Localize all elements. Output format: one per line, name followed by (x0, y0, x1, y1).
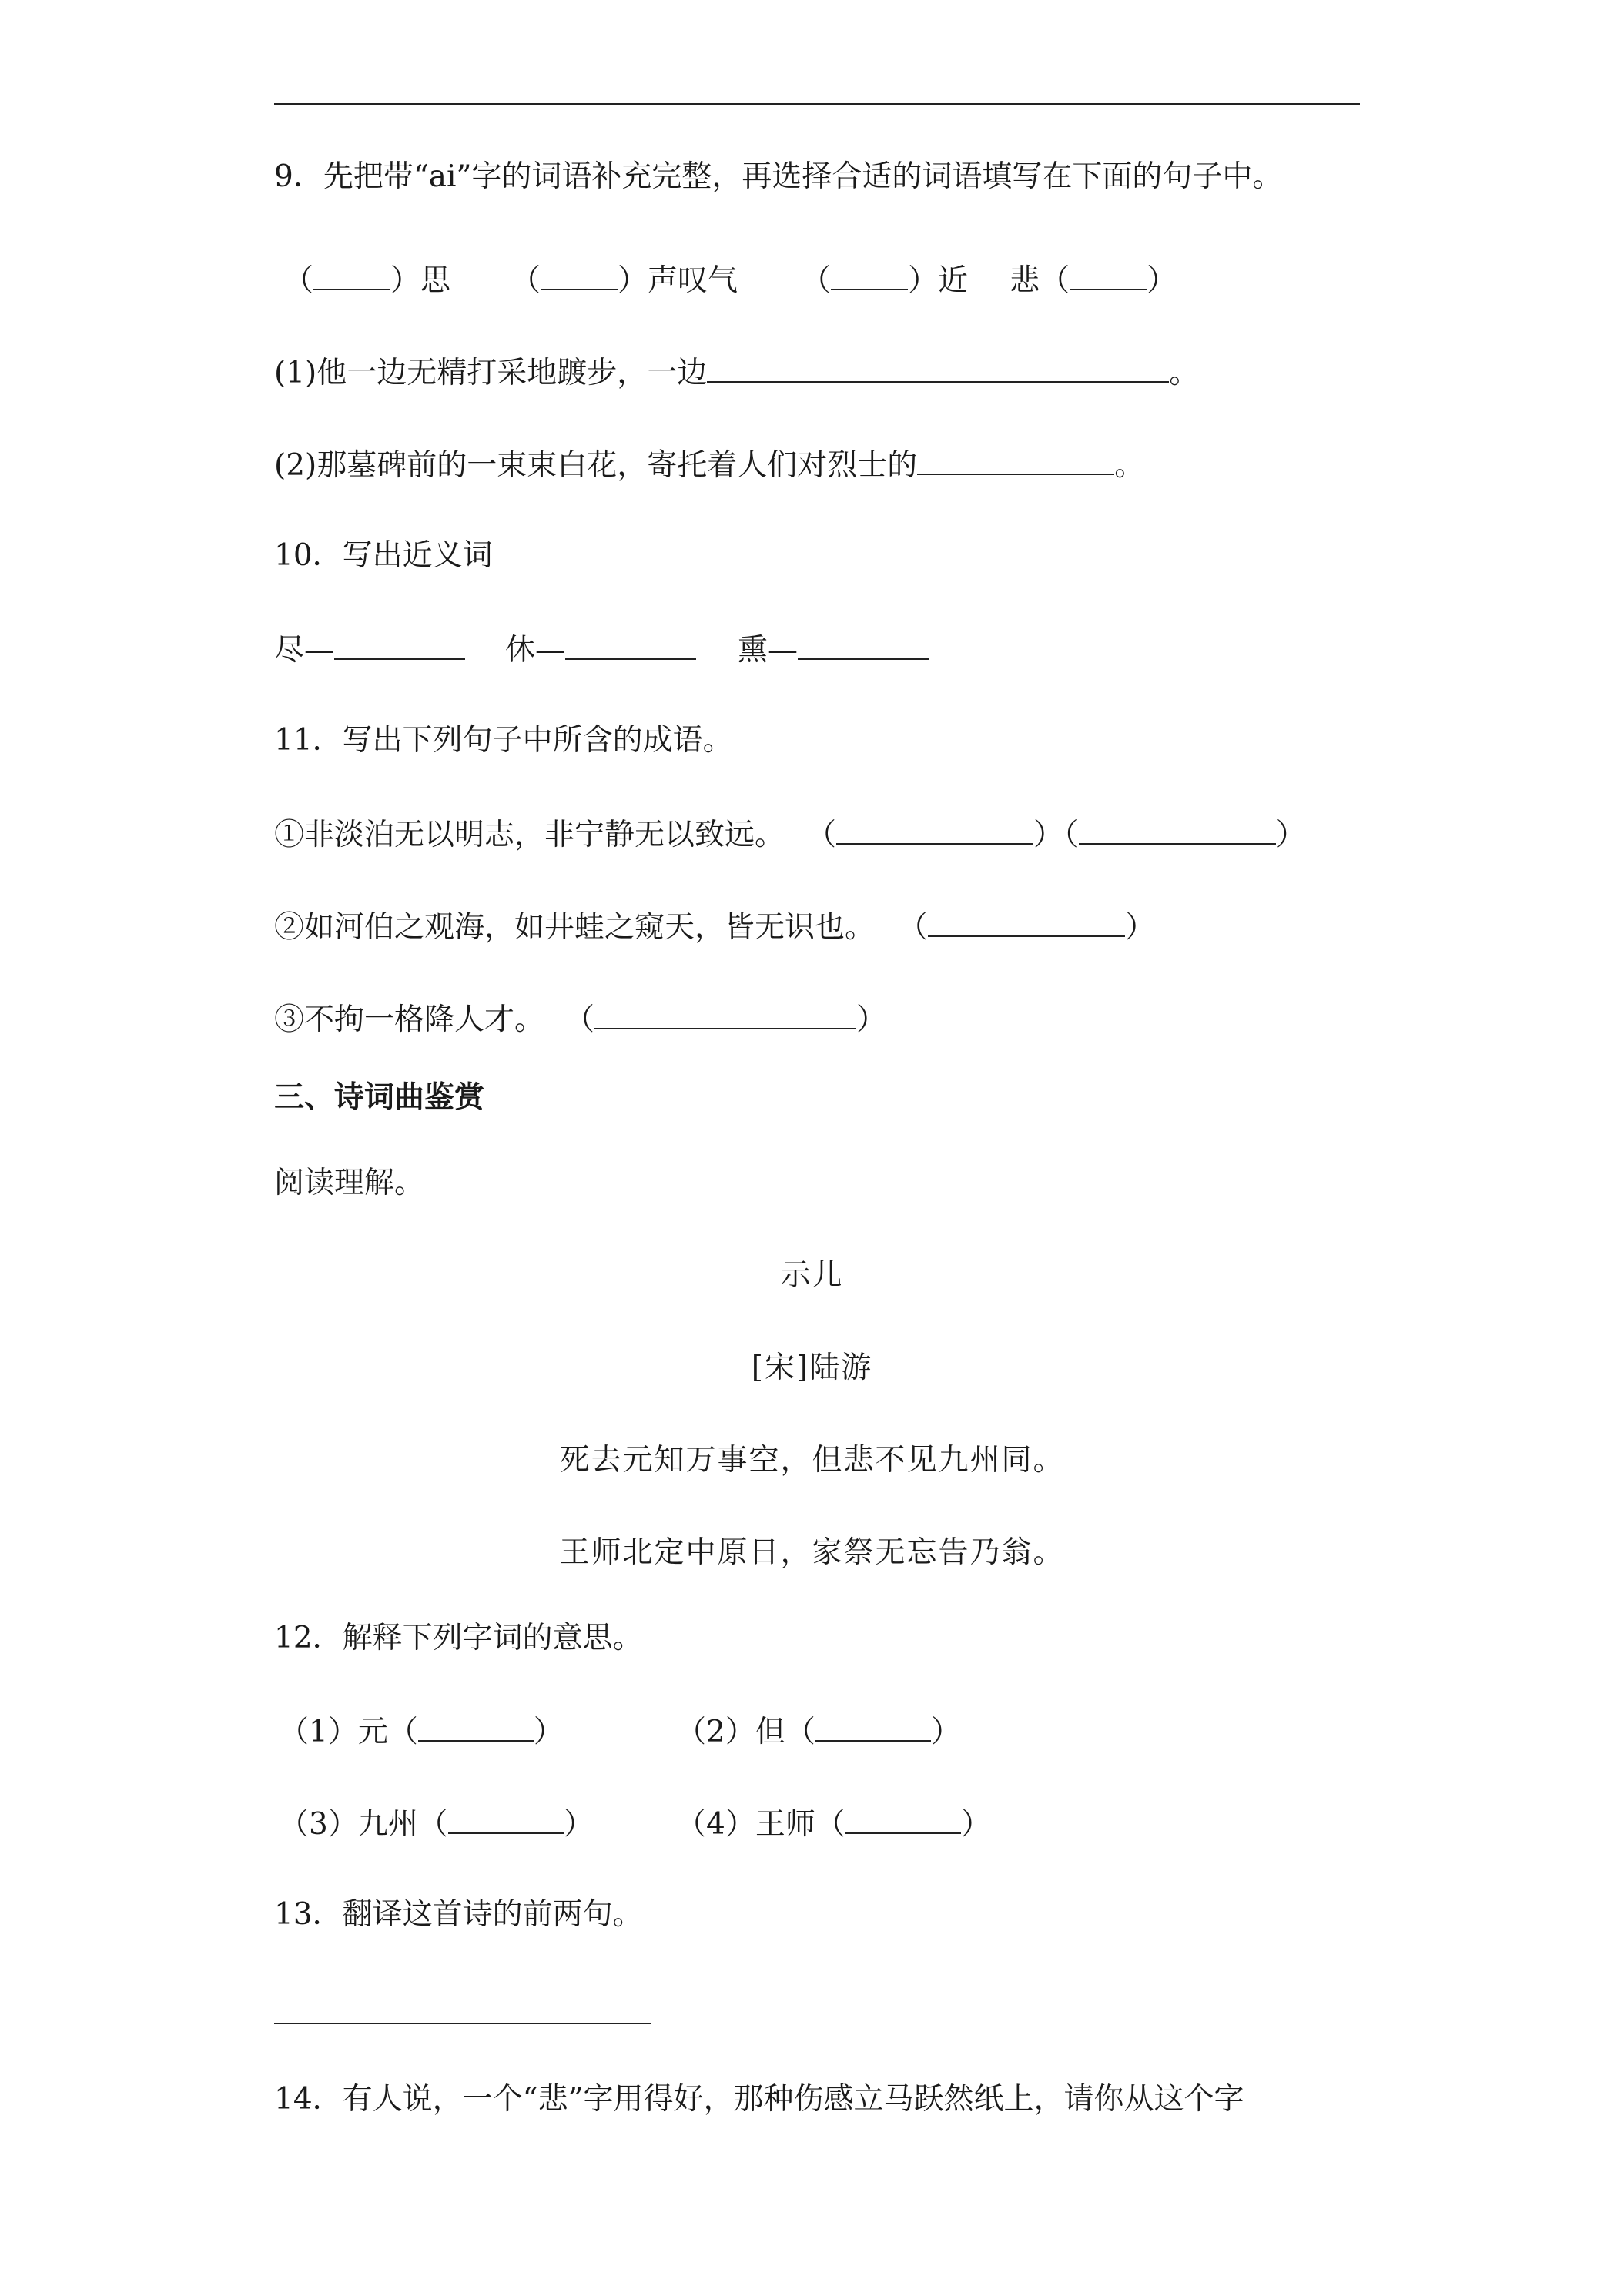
q12-row-1b (676, 1711, 961, 1752)
q9-item2-close: ）声叹气 (618, 263, 738, 298)
q11-s1-lp2: （ (1063, 818, 1079, 852)
q14-stem: 14．有人说，一个“悲”字用得好，那种伤感立马跃然纸上，请你从这个字 (274, 2082, 1244, 2117)
q11-s1-blank-2[interactable] (1079, 814, 1276, 845)
q13-stem: 13．翻译这首诗的前两句。 (274, 1897, 643, 1932)
q9-items (283, 259, 1177, 300)
q9-item3-open: （ (801, 263, 832, 298)
q9-sentence-1 (274, 352, 1199, 393)
q12-item-4: （4）王师（ (676, 1807, 845, 1842)
q12-blank-3[interactable] (448, 1803, 564, 1834)
q11-s3-lp: （ (564, 1002, 595, 1037)
q9-blank-2[interactable] (541, 259, 618, 290)
q12-item-3-close: ） (563, 1807, 594, 1842)
q11-s1-lp1: （ (806, 818, 837, 852)
q9-blank-4[interactable] (1070, 259, 1147, 290)
q10-blank-3[interactable] (798, 629, 929, 660)
q9-item1-open: （ (283, 263, 314, 298)
q11-s1-blank-1[interactable] (836, 814, 1033, 845)
q9-item4-open: 悲（ (1010, 263, 1070, 298)
q10-stem: 10．写出近义词 (274, 538, 493, 573)
q12-item-2: （2）但（ (676, 1715, 815, 1749)
q12-item-4-close: ） (960, 1807, 991, 1842)
q9-blank-1[interactable] (313, 259, 390, 290)
q11-s2-text: ②如河伯之观海，如井蛙之窥天，皆无识也。 (274, 910, 876, 945)
q11-s3-blank[interactable] (594, 999, 856, 1029)
q12-blank-1[interactable] (418, 1711, 534, 1742)
q12-item-1-close: ） (533, 1715, 564, 1749)
q9-s1-end: 。 (1169, 356, 1200, 390)
poem-line-2: 王师北定中原日，家祭无忘告乃翁。 (559, 1535, 1065, 1570)
q10-word-2: 休— (505, 633, 566, 668)
q9-s2-text: (2)那墓碑前的一束束白花，寄托着人们对烈士的 (274, 448, 918, 483)
q11-stem: 11．写出下列句子中所含的成语。 (274, 723, 733, 758)
q12-blank-2[interactable] (815, 1711, 931, 1742)
poem-author: [宋]陆游 (751, 1350, 873, 1385)
q10-word-3: 熏— (738, 633, 799, 668)
poem-title: 示儿 (780, 1258, 844, 1293)
q12-item-2-close: ） (930, 1715, 961, 1749)
section-instruction: 阅读理解。 (274, 1166, 425, 1200)
q9-item4-close: ） (1147, 263, 1177, 298)
q9-item1-close: ）思 (390, 263, 451, 298)
q9-s2-end: 。 (1114, 448, 1145, 483)
q9-item3-close: ）近 (908, 263, 969, 298)
q9-item2-open: （ (511, 263, 541, 298)
section-heading: 三、诗词曲鉴赏 (274, 1079, 485, 1115)
q10-blank-2[interactable] (565, 629, 696, 660)
q11-s2-rp: ） (1125, 910, 1156, 945)
q11-s2-lp: （ (898, 910, 929, 945)
q12-item-3: （3）九州（ (279, 1807, 448, 1842)
q10-blank-1[interactable] (334, 629, 465, 660)
q9-s2-blank[interactable] (917, 444, 1114, 475)
q12-row-2 (279, 1803, 594, 1844)
q11-s1-rp2: ） (1275, 818, 1306, 852)
q11-s3-rp: ） (856, 1002, 887, 1037)
q9-sentence-2 (274, 444, 1144, 485)
q9-s1-blank[interactable] (707, 352, 1169, 383)
q11-s1-text: ①非淡泊无以明志，非宁静无以致远。 (274, 818, 785, 852)
q9-stem: 9．先把带“ai”字的词语补充完整，再选择合适的词语填写在下面的句子中。 (274, 159, 1283, 194)
q12-row-2b (676, 1803, 991, 1844)
q12-item-1: （1）元（ (279, 1715, 418, 1749)
q11-s3-text: ③不拘一格降人才。 (274, 1002, 545, 1037)
q11-s1-rp1: ） (1033, 818, 1064, 852)
q11-s2-blank[interactable] (928, 906, 1125, 937)
q13-answer-line[interactable] (274, 2023, 651, 2024)
q11-sentence-3 (274, 999, 886, 1039)
q10-word-1: 尽— (274, 633, 335, 668)
q10-words (274, 629, 929, 670)
q9-blank-3[interactable] (831, 259, 908, 290)
q9-s1-text: (1)他一边无精打采地踱步，一边 (274, 356, 708, 390)
q11-sentence-2 (274, 906, 1155, 947)
q11-sentence-1 (274, 814, 1306, 855)
q12-stem: 12．解释下列字词的意思。 (274, 1621, 643, 1655)
q12-blank-4[interactable] (845, 1803, 961, 1834)
header-rule (274, 103, 1360, 105)
q12-row-1 (279, 1711, 564, 1752)
poem-line-1: 死去元知万事空，但悲不见九州同。 (559, 1443, 1065, 1478)
